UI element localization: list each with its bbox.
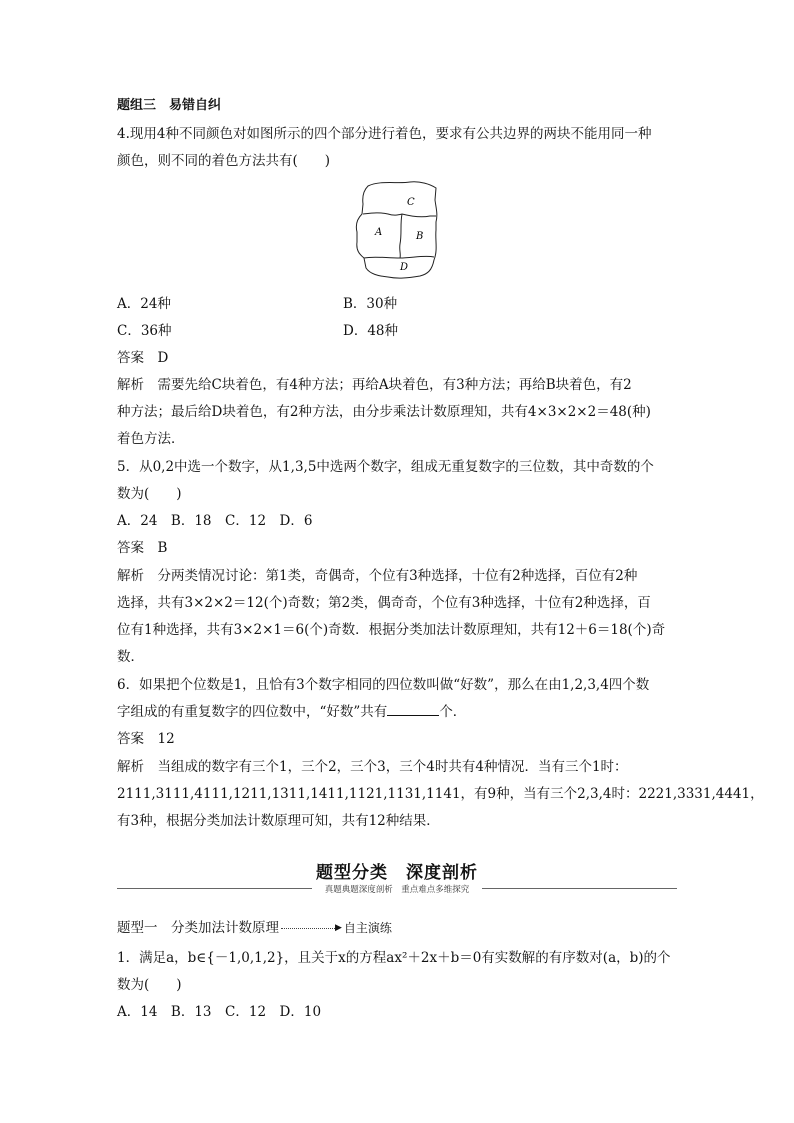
q5-analysis-line1: 解析 分两类情况讨论：第1类，奇偶奇，个位有3种选择，十位有2种选择，百位有2种 xyxy=(117,568,638,584)
q6-analysis-line3: 有3种，根据分类加法计数原理可知，共有12种结果． xyxy=(117,813,440,829)
region-border-3 xyxy=(400,214,402,258)
region-label-a: A xyxy=(375,227,383,238)
q4-option-c: C．36种 xyxy=(117,323,172,339)
q4-stem-line1: 4.现用4种不同颜色对如图所示的四个部分进行着色，要求有公共边界的两块不能用同一种 xyxy=(117,126,652,142)
q6-stem-line2-before: 字组成的有重复数字的四位数中，“好数”共有 xyxy=(117,704,388,720)
q6-analysis-line1: 解析 当组成的数字有三个1，三个2，三个3，三个4时共有4种情况．当有三个1时： xyxy=(117,759,628,775)
region-border-2 xyxy=(402,214,436,217)
q6-stem-line2-after: 个． xyxy=(439,704,467,720)
q4-stem-line2: 颜色，则不同的着色方法共有( ) xyxy=(117,153,331,169)
topic-heading xyxy=(117,918,392,938)
q4-analysis-line2: 种方法；最后给D块着色，有2种方法，由分步乘法计数原理知，共有4×3×2×2＝48(种) xyxy=(117,404,651,420)
q6-stem-line2 xyxy=(117,702,466,722)
q6-answer: 答案 12 xyxy=(117,731,175,747)
q1-stem-line1: 1．满足a，b∈{－1,0,1,2}，且关于x的方程ax²＋2x＋b＝0有实数解的有序数对(a，b)的个 xyxy=(117,950,671,966)
q5-options: A．24 B．18 C．12 D．6 xyxy=(117,513,313,529)
topic-tag: 自主演练 xyxy=(343,921,392,935)
region-map-figure xyxy=(350,178,442,282)
q4-option-d: D．48种 xyxy=(343,323,399,339)
region-border-4 xyxy=(364,256,434,258)
region-border-1 xyxy=(363,213,402,215)
q6-analysis-line2: 2111,3111,4111,1211,1311,1411,1121,1131,1141，有9种，当有三个2,3,4时：2221,3331,4441， xyxy=(117,786,764,802)
q6-answer-blank xyxy=(387,702,439,716)
group-heading: 题组三 易错自纠 xyxy=(117,98,222,113)
banner-subtitle: 真题典题深度剖析 重点难点多维探究 xyxy=(324,885,470,895)
q4-analysis-line3: 着色方法． xyxy=(117,431,185,447)
q5-stem-line2: 数为( ) xyxy=(117,486,182,502)
q5-analysis-line3: 位有1种选择，共有3×2×1＝6(个)奇数．根据分类加法计数原理知，共有12＋6＝18(个)奇 xyxy=(117,622,666,638)
region-outline xyxy=(356,182,436,278)
q5-stem-line1: 5．从0,2中选一个数字，从1,3,5中选两个数字，组成无重复数字的三位数，其中奇数的个 xyxy=(117,459,654,475)
banner-title: 题型分类 深度剖析 xyxy=(316,863,478,883)
q4-option-a: A．24种 xyxy=(117,296,171,312)
dotted-leader xyxy=(281,928,335,929)
q5-answer: 答案 B xyxy=(117,540,168,556)
region-label-c: C xyxy=(407,197,415,208)
q5-analysis-line4: 数． xyxy=(117,649,144,665)
q4-answer: 答案 D xyxy=(117,350,169,366)
q5-analysis-line2: 选择，共有3×2×2＝12(个)奇数；第2类，偶奇奇，个位有3种选择，十位有2种选择，百 xyxy=(117,595,651,611)
q6-stem-line1: 6．如果把个位数是1，且恰有3个数字相同的四位数叫做“好数”，那么在由1,2,3,4四个数 xyxy=(117,677,650,693)
q1-options: A．14 B．13 C．12 D．10 xyxy=(117,1004,322,1020)
q4-analysis-line1: 解析 需要先给C块着色，有4种方法；再给A块着色，有3种方法；再给B块着色，有2 xyxy=(117,377,632,393)
region-label-d: D xyxy=(400,262,409,273)
region-label-b: B xyxy=(416,231,424,242)
q1-stem-line2: 数为( ) xyxy=(117,977,182,993)
q4-option-b: B．30种 xyxy=(343,296,398,312)
section-banner xyxy=(117,858,677,898)
arrow-right-icon: ▶ xyxy=(335,923,342,933)
topic-label: 题型一 分类加法计数原理 xyxy=(117,920,279,936)
